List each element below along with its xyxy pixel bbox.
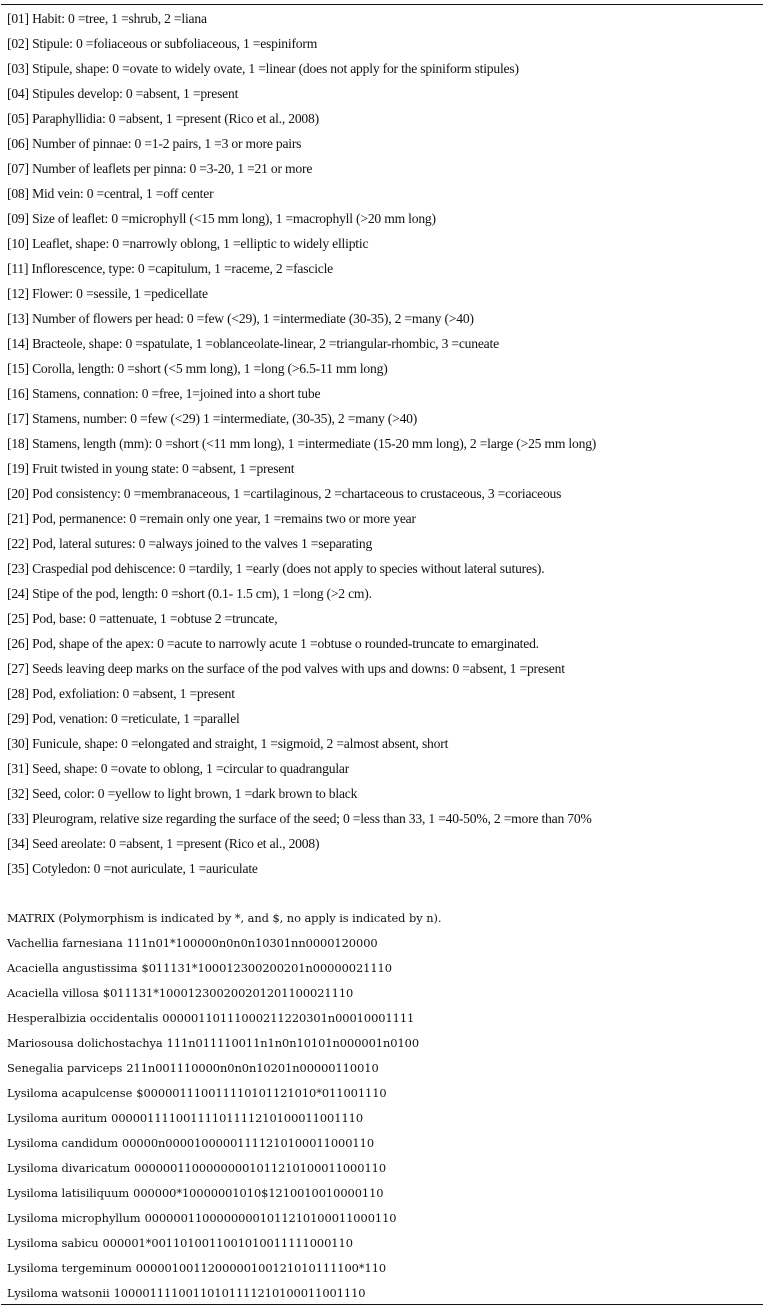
character-number: [24] [7,586,29,601]
character-number: [32] [7,786,29,801]
character-description: Stamens, connation: 0 =free, 1=joined into a short tube [32,386,321,401]
character-row [7,183,765,208]
matrix-row [7,1083,765,1108]
taxon-name: Senegalia parviceps [7,1061,123,1075]
character-description: Leaflet, shape: 0 =narrowly oblong, 1 =elliptic to widely elliptic [32,236,369,251]
character-row [7,83,765,108]
character-state-code: 00000011000000001011210100011000110 [144,1211,397,1225]
character-number: [34] [7,836,29,851]
character-description: Seed, shape: 0 =ovate to oblong, 1 =circular to quadrangular [32,761,350,776]
character-state-code: 211n001110000n0n0n10201n00000110010 [126,1061,379,1075]
character-row [7,608,765,633]
matrix-row [7,1158,765,1183]
character-number: [07] [7,161,29,176]
character-number: [13] [7,311,29,326]
character-row [7,583,765,608]
character-state-code: 111n01*100000n0n0n10301nn0000120000 [126,936,378,950]
character-row [7,808,765,833]
character-row [7,433,765,458]
character-number: [02] [7,36,29,51]
character-description: Fruit twisted in young state: 0 =absent, 1 =present [32,461,295,476]
character-description: Bracteole, shape: 0 =spatulate, 1 =oblanceolate-linear, 2 =triangular-rhombic, 3 =cuneate [32,336,499,351]
table-top-rule [1,4,763,5]
taxon-name: Vachellia farnesiana [7,936,123,950]
character-number: [27] [7,661,29,676]
taxon-name: Lysiloma tergeminum [7,1261,132,1275]
taxon-name: Mariosousa dolichostachya [7,1036,163,1050]
character-row [7,633,765,658]
character-description: Mid vein: 0 =central, 1 =off center [32,186,214,201]
character-description: Seed, color: 0 =yellow to light brown, 1 =dark brown to black [32,786,358,801]
character-state-code: 00000110111000211220301n00010001111 [162,1011,415,1025]
character-description: Size of leaflet: 0 =microphyll (<15 mm long), 1 =macrophyll (>20 mm long) [32,211,436,226]
character-row [7,108,765,133]
character-row [7,233,765,258]
character-number: [18] [7,436,29,451]
character-description: Pod, venation: 0 =reticulate, 1 =parallel [32,711,240,726]
character-description: Cotyledon: 0 =not auriculate, 1 =auriculate [32,861,258,876]
character-number: [15] [7,361,29,376]
character-state-code: $011131*100012300200201201100021110 [102,986,354,1000]
character-number: [22] [7,536,29,551]
character-row [7,558,765,583]
character-state-code: 111n011110011n1n0n10101n000001n0100 [166,1036,420,1050]
character-row [7,483,765,508]
matrix-row [7,1258,765,1283]
character-description: Flower: 0 =sessile, 1 =pedicellate [32,286,208,301]
character-row [7,658,765,683]
character-number: [05] [7,111,29,126]
character-row [7,208,765,233]
character-row [7,733,765,758]
character-description: Pod, base: 0 =attenuate, 1 =obtuse 2 =truncate, [32,611,278,626]
character-number: [08] [7,186,29,201]
character-number: [16] [7,386,29,401]
character-description: Pod, exfoliation: 0 =absent, 1 =present [32,686,235,701]
character-row [7,383,765,408]
character-description: Stipule: 0 =foliaceous or subfoliaceous, 1 =espiniform [32,36,318,51]
character-description: Number of pinnae: 0 =1-2 pairs, 1 =3 or more pairs [32,136,302,151]
character-description: Pleurogram, relative size regarding the surface of the seed; 0 =less than 33, 1 =40-50%, 2 =more than 70% [32,811,592,826]
character-number: [33] [7,811,29,826]
taxon-name: Lysiloma acapulcense [7,1086,133,1100]
matrix-row [7,1108,765,1133]
character-row [7,833,765,858]
character-row [7,308,765,333]
character-row [7,758,765,783]
matrix-list [7,933,765,1308]
character-state-code: $000001110011110101121010*011001110 [136,1086,387,1100]
taxon-name: Lysiloma latisiliquum [7,1186,130,1200]
character-description: Seeds leaving deep marks on the surface of the pod valves with ups and downs: 0 =absent, 1 =present [32,661,565,676]
character-description: Number of flowers per head: 0 =few (<29), 1 =intermediate (30-35), 2 =many (>40) [32,311,474,326]
matrix-row [7,983,765,1008]
matrix-row [7,1008,765,1033]
character-description: Stipule, shape: 0 =ovate to widely ovate, 1 =linear (does not apply for the spiniform stipules) [32,61,519,76]
character-description: Inflorescence, type: 0 =capitulum, 1 =raceme, 2 =fascicle [31,261,334,276]
character-state-code: 10000111100110101111210100011001110 [113,1286,366,1300]
character-row [7,708,765,733]
character-number: [23] [7,561,29,576]
taxon-name: Hesperalbizia occidentalis [7,1011,159,1025]
character-description: Stamens, length (mm): 0 =short (<11 mm long), 1 =intermediate (15-20 mm long), 2 =large (>25 mm long) [32,436,597,451]
character-row [7,58,765,83]
taxon-name: Lysiloma candidum [7,1136,119,1150]
character-number: [29] [7,711,29,726]
table-bottom-rule [1,1304,763,1305]
character-description: Stipules develop: 0 =absent, 1 =present [32,86,239,101]
character-number: [11] [7,261,29,276]
character-row [7,858,765,883]
taxon-name: Lysiloma divaricatum [7,1161,131,1175]
character-row [7,333,765,358]
character-state-code: 00000011000000001011210100011000110 [134,1161,387,1175]
taxon-name: Lysiloma sabicu [7,1236,99,1250]
character-number: [25] [7,611,29,626]
character-row [7,8,765,33]
character-description: Habit: 0 =tree, 1 =shrub, 2 =liana [32,11,207,26]
character-row [7,783,765,808]
character-list-table [7,8,765,1308]
character-row [7,408,765,433]
character-number: [10] [7,236,29,251]
character-state-code: $011131*100012300200201n00000021110 [141,961,392,975]
matrix-row [7,958,765,983]
character-description: Pod consistency: 0 =membranaceous, 1 =cartilaginous, 2 =chartaceous to crustaceous, 3 =coriaceous [32,486,562,501]
character-row [7,158,765,183]
character-row [7,358,765,383]
matrix-row [7,1133,765,1158]
character-number: [31] [7,761,29,776]
character-row [7,458,765,483]
character-state-code: 0000010011200000100121010111100*110 [135,1261,387,1275]
character-description: Pod, permanence: 0 =remain only one year, 1 =remains two or more year [32,511,416,526]
character-number: [01] [7,11,29,26]
character-number: [06] [7,136,29,151]
matrix-row [7,1183,765,1208]
character-state-code: 00000n00001000001111210100011000110 [122,1136,375,1150]
section-spacer [7,883,765,908]
character-state-code: 000000*10000001010$1210010010000110 [133,1186,384,1200]
character-description: Pod, shape of the apex: 0 =acute to narrowly acute 1 =obtuse o rounded-truncate to emarginated. [32,636,539,651]
character-number: [03] [7,61,29,76]
character-number: [14] [7,336,29,351]
taxon-name: Lysiloma microphyllum [7,1211,141,1225]
character-number: [09] [7,211,29,226]
character-number: [21] [7,511,29,526]
character-number: [28] [7,686,29,701]
character-description: Pod, lateral sutures: 0 =always joined to the valves 1 =separating [32,536,373,551]
matrix-row [7,1208,765,1233]
character-row [7,508,765,533]
character-description: Stipe of the pod, length: 0 =short (0.1- 1.5 cm), 1 =long (>2 cm). [32,586,372,601]
character-number: [19] [7,461,29,476]
character-row [7,533,765,558]
character-description: Corolla, length: 0 =short (<5 mm long), 1 =long (>6.5-11 mm long) [32,361,388,376]
character-description: Number of leaflets per pinna: 0 =3-20, 1 =21 or more [32,161,313,176]
matrix-row [7,1233,765,1258]
taxon-name: Lysiloma auritum [7,1111,108,1125]
character-row [7,683,765,708]
character-description: Funicule, shape: 0 =elongated and straight, 1 =sigmoid, 2 =almost absent, short [32,736,449,751]
character-description: Paraphyllidia: 0 =absent, 1 =present (Rico et al., 2008) [32,111,319,126]
character-description: Craspedial pod dehiscence: 0 =tardily, 1 =early (does not apply to species without lateral sutures). [32,561,545,576]
matrix-row [7,1033,765,1058]
matrix-row [7,933,765,958]
character-number: [35] [7,861,29,876]
character-description: Seed areolate: 0 =absent, 1 =present (Rico et al., 2008) [32,836,320,851]
character-state-code: 000001*0011010011001010011111000110 [102,1236,353,1250]
character-number: [04] [7,86,29,101]
character-number: [17] [7,411,29,426]
character-row [7,133,765,158]
taxon-name: Acaciella angustissima [7,961,138,975]
taxon-name: Acaciella villosa [7,986,99,1000]
matrix-row [7,1058,765,1083]
character-row [7,258,765,283]
character-number: [12] [7,286,29,301]
character-state-code: 00000111100111101111210100011001110 [111,1111,364,1125]
taxon-name: Lysiloma watsonii [7,1286,110,1300]
character-number: [26] [7,636,29,651]
matrix-heading: MATRIX (Polymorphism is indicated by *, and $, no apply is indicated by n). [7,911,442,925]
character-row [7,283,765,308]
character-description: Stamens, number: 0 =few (<29) 1 =intermediate, (30-35), 2 =many (>40) [32,411,418,426]
character-row [7,33,765,58]
character-list [7,8,765,883]
character-number: [30] [7,736,29,751]
character-number: [20] [7,486,29,501]
